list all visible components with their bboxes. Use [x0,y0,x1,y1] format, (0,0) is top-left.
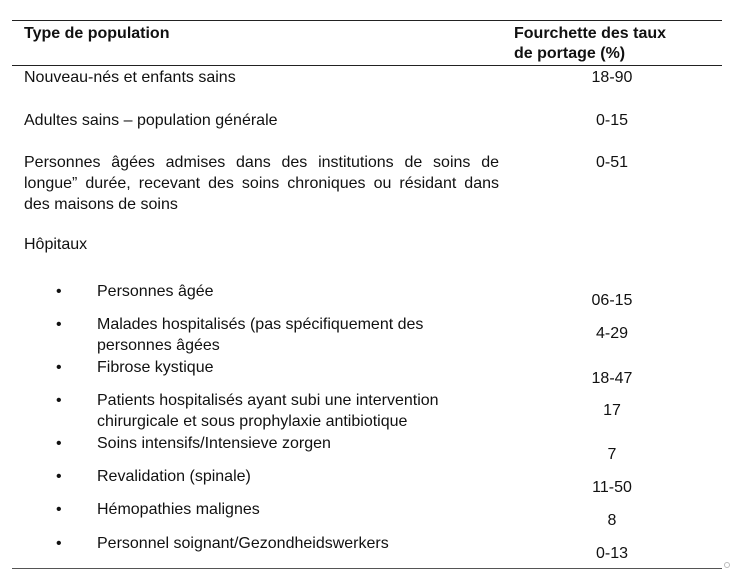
row-label: Adultes sains – population générale [24,112,278,129]
population-table [12,20,722,568]
sub-row-label: Soins intensifs/Intensieve zorgen [97,435,331,452]
sub-row-label: Patients hospitalisés ayant subi une intervention chirurgicale et sous prophylaxie antibiotique [97,392,439,430]
sub-row-label: Fibrose kystique [97,359,214,376]
sub-row-value: 06-15 [591,292,633,309]
sub-row-value: 18-47 [591,370,633,387]
sub-row-label: Personnel soignant/Gezondheidswerkers [97,535,389,552]
column-header-carriage-rate [514,24,714,64]
sub-row-value: 17 [603,402,621,419]
bullet-icon: • [56,435,62,452]
page-corner-mark [724,562,730,568]
column-header-population-type: Type de population [24,25,170,42]
bullet-icon: • [56,283,62,300]
sub-row-value: 8 [607,512,617,529]
sub-row-value: 0-13 [595,545,629,562]
bullet-icon: • [56,359,62,376]
column-header-carriage-rate-line2: de portage (%) [514,45,626,62]
sub-row-value: 7 [607,446,617,463]
bullet-icon: • [56,392,62,409]
sub-row-value: 11-50 [592,479,632,496]
bullet-icon: • [56,316,62,333]
row-label: Nouveau-nés et enfants sains [24,69,236,86]
bullet-icon: • [56,501,62,518]
table-bottom-rule [12,568,722,569]
column-header-carriage-rate-line1: Fourchette des taux [514,25,667,42]
row-value: 0-51 [595,154,629,171]
row-value: 18-90 [591,69,633,86]
bullet-icon: • [56,535,62,552]
sub-row-label: Malades hospitalisés (pas spécifiquement des personnes âgées [97,316,424,354]
sub-row-label: Personnes âgée [97,283,214,300]
header-rule [12,65,722,66]
sub-row-value: 4-29 [595,325,629,342]
row-value: 0-15 [595,112,629,129]
sub-row-label: Hémopathies malignes [97,501,260,518]
sub-row-label: Revalidation (spinale) [97,468,251,485]
row-label: Personnes âgées admises dans des institutions de soins de longue” durée, recevant des soins chroniques ou résidant dans des maisons de soins [24,154,499,213]
bullet-icon: • [56,468,62,485]
table-top-rule [12,20,722,21]
section-heading-hospitals: Hôpitaux [24,236,88,253]
